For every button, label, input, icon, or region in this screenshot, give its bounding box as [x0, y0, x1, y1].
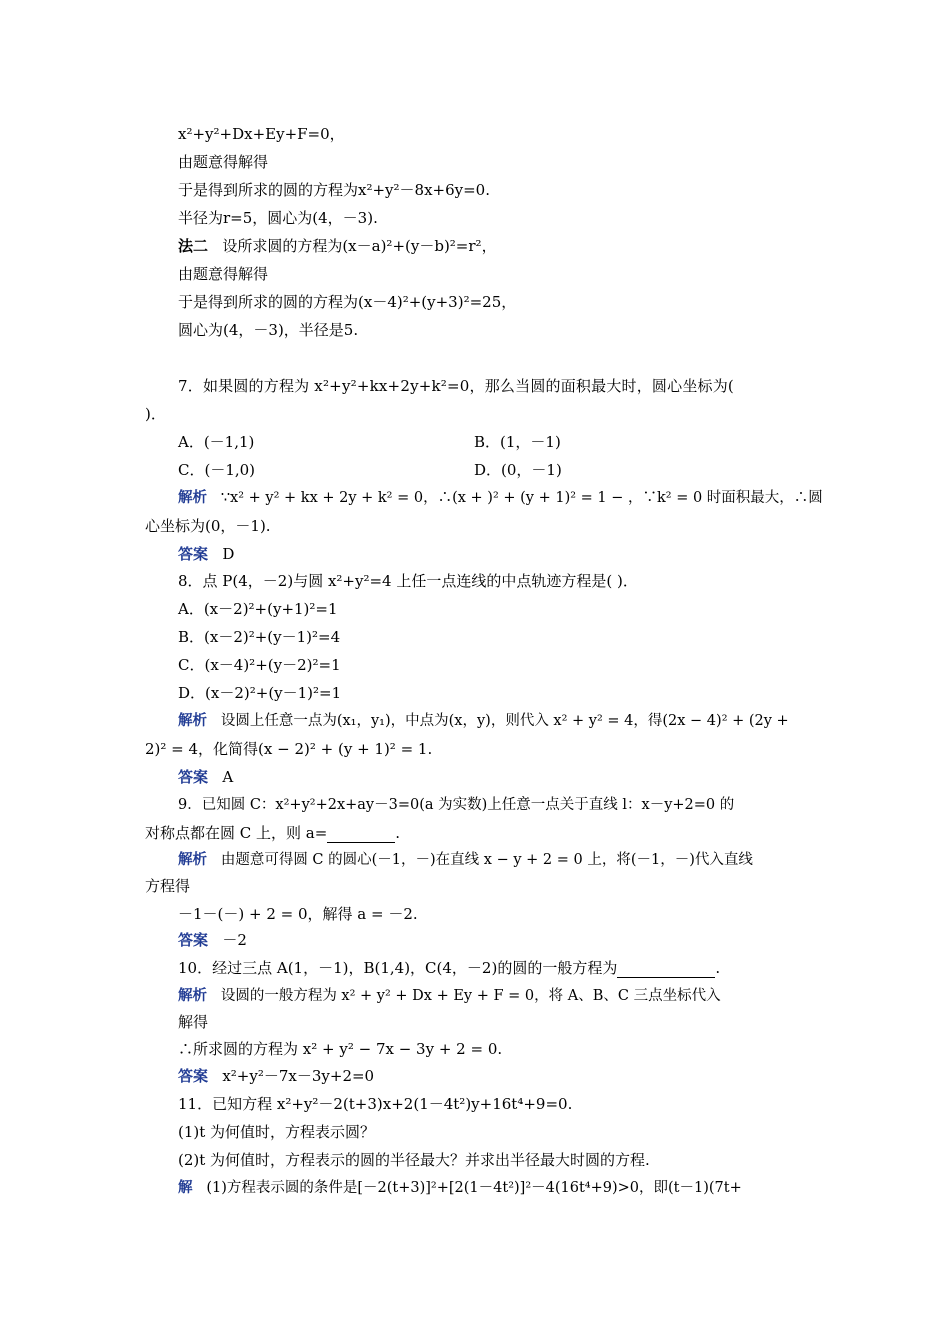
answer-text: D	[222, 545, 235, 563]
text-line	[178, 1178, 843, 1198]
text-line	[178, 767, 843, 787]
question-10	[178, 958, 843, 978]
analysis-label: 解析	[178, 489, 207, 506]
text-line: x²+y²+Dx+Ey+F=0，	[178, 125, 345, 143]
method-two-heading: 法二	[178, 237, 209, 255]
option-d: D．(x－2)²+(y－1)²=1	[178, 684, 342, 702]
options-row	[178, 432, 843, 452]
analysis-text: 设圆上任意一点为(x₁，y₁)，中点为(x，y)，则代入 x² + y² = 4，得(2x − 4)² + (2y +	[220, 713, 789, 729]
text-line: 于是得到所求的圆的方程为x²+y²－8x+6y=0.	[178, 181, 490, 199]
solution-label: 解	[178, 1179, 193, 1196]
answer-blank	[617, 977, 715, 978]
option-a: A．(－1,1)	[178, 433, 255, 451]
solution-text: (1)方程表示圆的条件是[－2(t+3)]²+[2(1－4t²)]²－4(16t⁴+9)>0，即(t－1)(7t+	[206, 1180, 742, 1196]
analysis-text: 设圆的一般方程为 x² + y² + Dx + Ey + F = 0，将 A、B、C 三点坐标代入	[220, 988, 721, 1004]
text-line	[178, 1066, 843, 1086]
analysis-text: 由题意可得圆 C 的圆心(－1，－)在直线 x − y + 2 = 0 上，将(－1，－)代入直线	[220, 852, 753, 868]
question-9: 9．已知圆 C：x²+y²+2x+ay－3=0(a 为实数)上任意一点关于直线 l：x－y+2=0 的	[178, 797, 735, 813]
question-7: 7．如果圆的方程为 x²+y²+kx+2y+k²=0，那么当圆的面积最大时，圆心坐标为(	[178, 377, 734, 395]
text-line: )．	[145, 405, 166, 423]
analysis-label: 解析	[178, 712, 207, 729]
option-a: A．(x－2)²+(y+1)²=1	[178, 600, 338, 618]
answer-label: 答案	[178, 768, 209, 786]
text-run: .	[395, 824, 401, 842]
text-line	[178, 986, 843, 1006]
question-11: 11．已知方程 x²+y²－2(t+3)x+2(1－4t²)y+16t⁴+9=0.	[178, 1095, 573, 1113]
text-line	[178, 850, 843, 870]
text-line	[178, 930, 843, 950]
text-line: 心坐标为(0，－1).	[145, 517, 271, 535]
answer-label: 答案	[178, 1067, 209, 1085]
text-line: 圆心为(4，－3)，半径是5.	[178, 321, 359, 339]
text-line: 由题意得解得	[178, 153, 269, 171]
answer-text: A	[222, 768, 234, 786]
text-line	[145, 823, 810, 843]
text-line: 于是得到所求的圆的方程为(x－4)²+(y+3)²=25，	[178, 293, 517, 311]
text-run: 10．经过三点 A(1，－1)，B(1,4)，C(4，－2)的圆的一般方程为	[178, 959, 618, 977]
text-run: 对称点都在圆 C 上，则 a=	[145, 824, 328, 842]
option-b: B．(x－2)²+(y－1)²=4	[178, 628, 341, 646]
option-d: D．(0，－1)	[474, 461, 562, 479]
text-line: (2)t 为何值时，方程表示的圆的半径最大？并求出半径最大时圆的方程.	[178, 1151, 650, 1169]
answer-blank	[327, 842, 395, 843]
text-run: .	[715, 959, 721, 977]
option-c: C．(－1,0)	[178, 461, 256, 479]
text-line	[178, 488, 843, 508]
option-b: B．(1，－1)	[474, 433, 561, 451]
text-line	[178, 711, 843, 731]
question-8: 8．点 P(4，－2)与圆 x²+y²=4 上任一点连线的中点轨迹方程是( )．	[178, 572, 638, 590]
text-line: 方程得	[145, 877, 191, 895]
text-line	[178, 544, 843, 564]
text-line: 半径为r=5，圆心为(4，－3).	[178, 209, 378, 227]
answer-label: 答案	[178, 931, 209, 949]
text-line: 解得	[178, 1013, 209, 1031]
analysis-text: ∵x² + y² + kx + 2y + k² = 0，∴(x + )² + (y + 1)² = 1 − ，∵k² = 0 时面积最大，∴圆	[220, 490, 823, 506]
text-run: 设所求圆的方程为(x－a)²+(y－b)²=r²，	[222, 237, 497, 255]
text-line: 由题意得解得	[178, 265, 269, 283]
answer-label: 答案	[178, 545, 209, 563]
text-line: －1－(－) + 2 = 0，解得 a = －2.	[178, 905, 418, 923]
text-line: (1)t 为何值时，方程表示圆？	[178, 1123, 376, 1141]
options-row	[178, 460, 843, 480]
text-line: ∴所求圆的方程为 x² + y² − 7x − 3y + 2 = 0.	[178, 1040, 503, 1058]
option-c: C．(x－4)²+(y－2)²=1	[178, 656, 341, 674]
analysis-label: 解析	[178, 987, 207, 1004]
answer-text: －2	[222, 931, 247, 949]
text-line: 2)² = 4，化简得(x − 2)² + (y + 1)² = 1.	[145, 740, 433, 758]
answer-text: x²+y²－7x－3y+2=0	[222, 1067, 375, 1085]
text-line	[178, 236, 843, 256]
analysis-label: 解析	[178, 851, 207, 868]
